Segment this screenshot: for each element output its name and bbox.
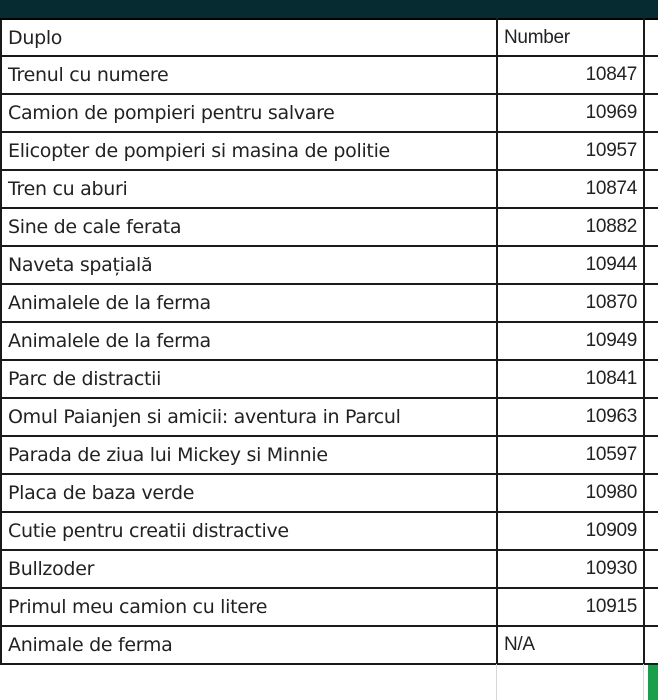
cell-name[interactable]: Camion de pompieri pentru salvare <box>1 94 497 132</box>
table-row <box>1 246 658 284</box>
header-cell-c[interactable] <box>644 19 658 56</box>
table-row <box>1 474 658 512</box>
cell-empty[interactable] <box>644 322 658 360</box>
cell-name[interactable]: Bullzoder <box>1 550 497 588</box>
table-row <box>1 398 658 436</box>
cell-number[interactable]: 10597 <box>497 436 644 474</box>
table-row <box>1 550 658 588</box>
cell-empty[interactable] <box>644 132 658 170</box>
table-row <box>1 436 658 474</box>
cell-name[interactable]: Parada de ziua lui Mickey si Minnie <box>1 436 497 474</box>
cell-empty[interactable] <box>644 436 658 474</box>
table-row <box>1 94 658 132</box>
cell-empty[interactable] <box>644 512 658 550</box>
cell-name[interactable]: Animalele de la ferma <box>1 322 497 360</box>
cell-number[interactable]: 10882 <box>497 208 644 246</box>
cell-number[interactable]: 10870 <box>497 284 644 322</box>
header-row <box>1 19 658 56</box>
cell-name[interactable]: Animale de ferma <box>1 626 497 664</box>
cell-name[interactable]: Parc de distractii <box>1 360 497 398</box>
header-cell-number[interactable]: Number <box>497 19 644 56</box>
cell-empty[interactable] <box>644 588 658 626</box>
cell-number[interactable]: 10969 <box>497 94 644 132</box>
cell-empty[interactable] <box>644 56 658 94</box>
cell-name[interactable]: Naveta spațială <box>1 246 497 284</box>
cell-empty[interactable] <box>644 284 658 322</box>
table-row <box>1 208 658 246</box>
empty-cell-b[interactable] <box>497 664 644 700</box>
cell-empty[interactable] <box>644 626 658 664</box>
spreadsheet-grid <box>0 18 658 665</box>
cell-name[interactable]: Sine de cale ferata <box>1 208 497 246</box>
table-row <box>1 626 658 664</box>
table-row <box>1 588 658 626</box>
table-row <box>1 322 658 360</box>
empty-cell-a[interactable] <box>0 664 497 700</box>
cell-empty[interactable] <box>644 360 658 398</box>
table-row <box>1 132 658 170</box>
cell-number[interactable]: 10980 <box>497 474 644 512</box>
cell-number[interactable]: 10949 <box>497 322 644 360</box>
window-top-bar <box>0 0 658 18</box>
selection-indicator <box>648 665 658 700</box>
cell-empty[interactable] <box>644 398 658 436</box>
cell-number[interactable]: 10957 <box>497 132 644 170</box>
cell-name[interactable]: Omul Paianjen si amicii: aventura in Parcul <box>1 398 497 436</box>
empty-row <box>0 664 658 700</box>
cell-number[interactable]: 10909 <box>497 512 644 550</box>
table-row <box>1 170 658 208</box>
cell-name[interactable]: Trenul cu numere <box>1 56 497 94</box>
cell-empty[interactable] <box>644 94 658 132</box>
cell-name[interactable]: Placa de baza verde <box>1 474 497 512</box>
cell-empty[interactable] <box>644 170 658 208</box>
table-row <box>1 284 658 322</box>
cell-number[interactable]: N/A <box>497 626 644 664</box>
header-cell-duplo[interactable]: Duplo <box>1 19 497 56</box>
cell-empty[interactable] <box>644 208 658 246</box>
table-row <box>1 360 658 398</box>
cell-name[interactable]: Cutie pentru creatii distractive <box>1 512 497 550</box>
lego-duplo-table <box>0 18 658 665</box>
cell-number[interactable]: 10963 <box>497 398 644 436</box>
cell-name[interactable]: Elicopter de pompieri si masina de politie <box>1 132 497 170</box>
cell-name[interactable]: Primul meu camion cu litere <box>1 588 497 626</box>
cell-number[interactable]: 10930 <box>497 550 644 588</box>
table-row <box>1 56 658 94</box>
cell-number[interactable]: 10874 <box>497 170 644 208</box>
cell-name[interactable]: Tren cu aburi <box>1 170 497 208</box>
cell-name[interactable]: Animalele de la ferma <box>1 284 497 322</box>
cell-number[interactable]: 10944 <box>497 246 644 284</box>
cell-number[interactable]: 10847 <box>497 56 644 94</box>
cell-number[interactable]: 10915 <box>497 588 644 626</box>
cell-empty[interactable] <box>644 246 658 284</box>
cell-empty[interactable] <box>644 474 658 512</box>
cell-number[interactable]: 10841 <box>497 360 644 398</box>
cell-empty[interactable] <box>644 550 658 588</box>
table-row <box>1 512 658 550</box>
